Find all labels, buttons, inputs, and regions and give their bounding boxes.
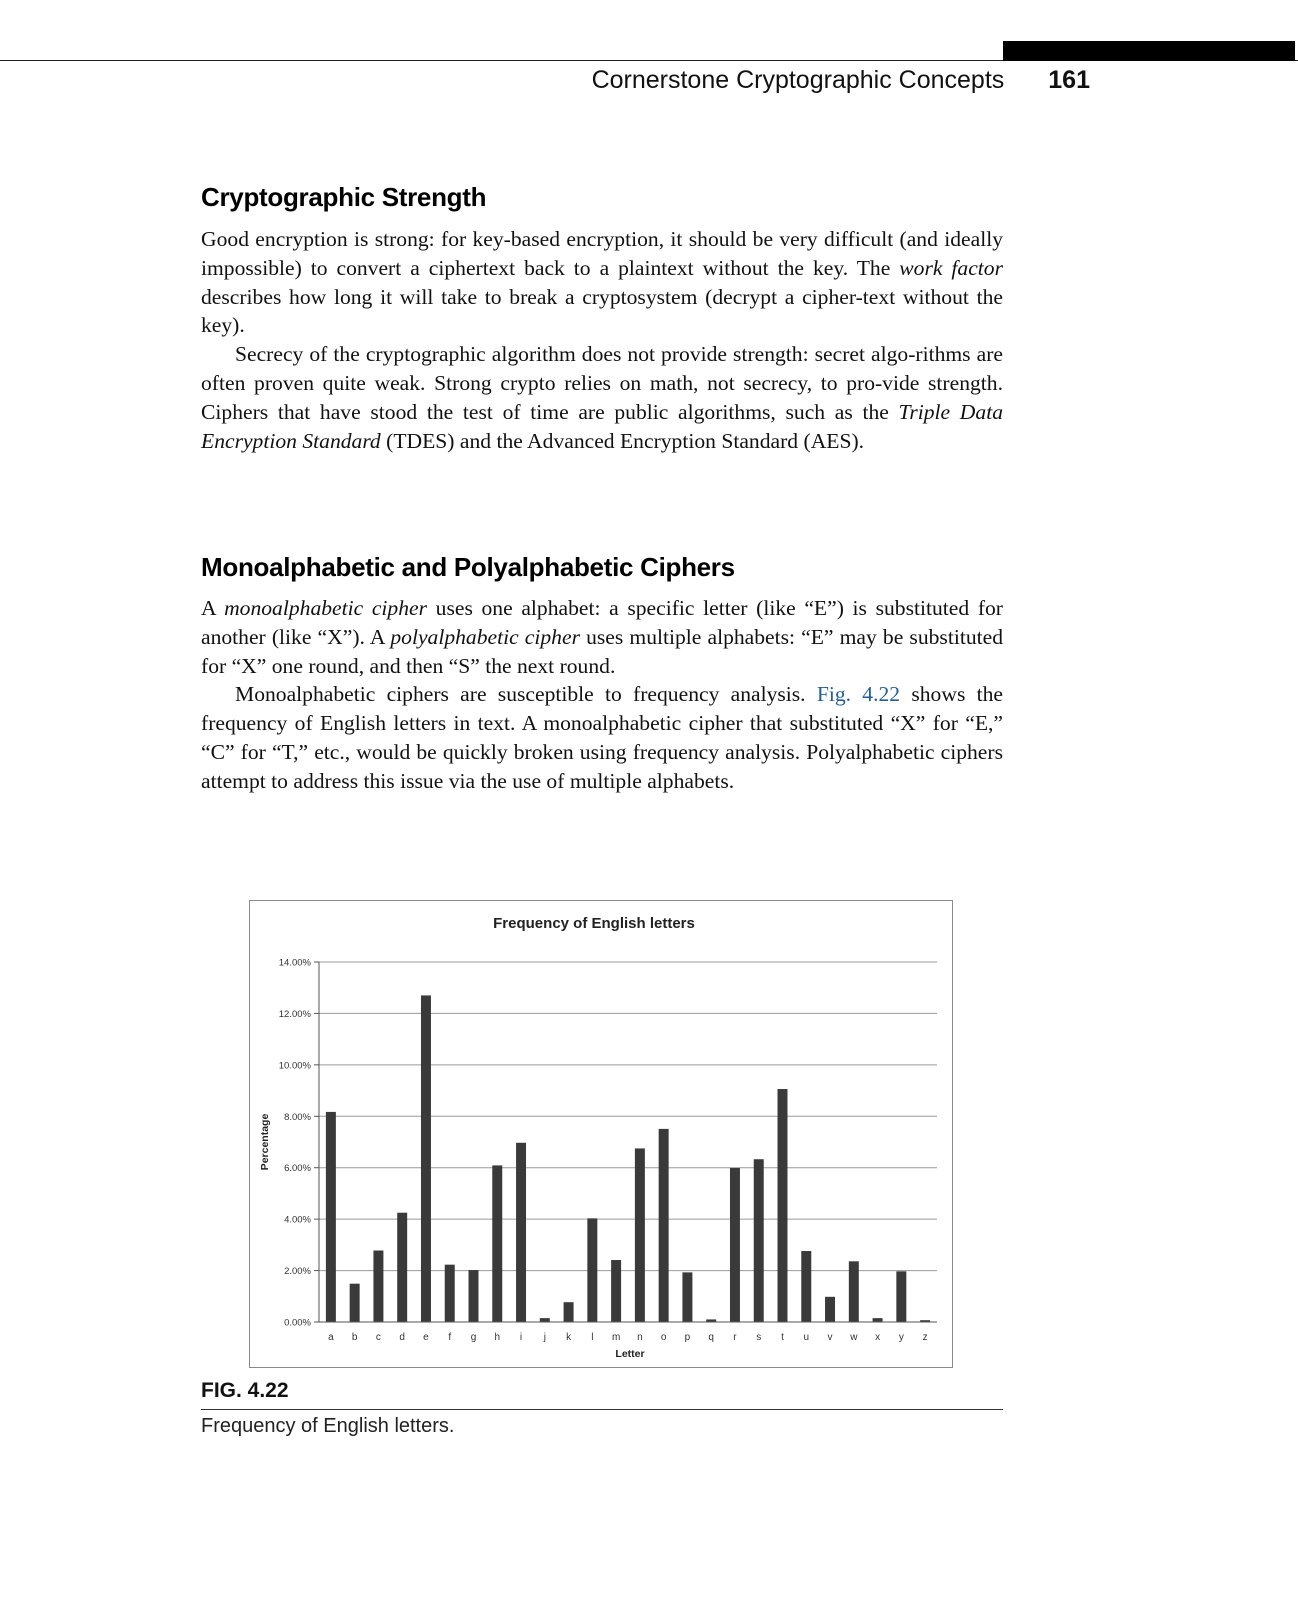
bar-r: [730, 1168, 740, 1322]
bar-p: [682, 1272, 692, 1322]
x-tick-label: v: [827, 1332, 833, 1343]
bar-w: [849, 1261, 859, 1322]
x-tick-label: d: [399, 1332, 405, 1343]
paragraph: [201, 225, 1003, 340]
text-run: (TDES) and the Advanced Encryption Standard (AES).: [380, 428, 865, 453]
bar-g: [469, 1270, 479, 1322]
x-tick-label: u: [803, 1332, 810, 1343]
y-tick-label: 14.00%: [278, 957, 311, 969]
bar-h: [492, 1165, 502, 1322]
header-thumb-block: [1003, 41, 1295, 61]
figure-caption-rule: [201, 1409, 1003, 1410]
gridlines: [314, 962, 937, 1322]
x-tick-label: s: [756, 1332, 762, 1343]
bar-x: [873, 1318, 883, 1322]
x-tick-label: f: [448, 1332, 452, 1343]
running-head: [560, 66, 1090, 106]
bar-f: [445, 1265, 455, 1322]
x-tick-label: h: [494, 1332, 501, 1343]
figure-frame: [249, 900, 953, 1368]
running-head-title: Cornerstone Cryptographic Concepts: [591, 66, 1005, 94]
italic-term: polyalphabetic cipher: [390, 624, 580, 649]
bar-y: [896, 1271, 906, 1322]
x-tick-label: i: [519, 1332, 523, 1343]
x-tick-label: l: [591, 1332, 594, 1343]
x-tick-label: w: [850, 1332, 858, 1343]
bar-e: [421, 995, 431, 1322]
text-run: describes how long it will take to break a cryptosystem (decrypt a cipher-text without the key).: [201, 284, 1003, 338]
x-tick-label: j: [543, 1332, 546, 1343]
text-run: A: [201, 596, 225, 620]
bar-s: [754, 1159, 764, 1322]
bar-n: [635, 1148, 645, 1322]
y-tick-label: 8.00%: [284, 1111, 311, 1123]
italic-term: work factor: [899, 255, 1003, 280]
bar-v: [825, 1297, 835, 1322]
x-tick-label: r: [733, 1332, 737, 1343]
bar-d: [397, 1213, 407, 1322]
x-tick-label: e: [423, 1332, 429, 1343]
y-tick-label: 10.00%: [278, 1060, 311, 1072]
text-run: Good encryption is strong: for key-based encryption, it should be very difficult (and ideally impossible) to convert a ciphertext back to a plaintext without the key. The: [201, 227, 1003, 280]
paragraph: [201, 680, 1003, 795]
bar-m: [611, 1260, 621, 1322]
y-axis-label: Percentage: [259, 1113, 271, 1171]
text-run: Secrecy of the cryptographic algorithm does not provide strength: secret algo-rithms are often proven quite weak. Strong crypto relies on math, not secrecy, to pro-vide strength. Ciphers that have stood the test of time are public algorithms, such as the: [201, 342, 1003, 424]
bar-a: [326, 1112, 336, 1322]
x-tick-label: a: [328, 1332, 334, 1343]
x-tick-label: n: [637, 1332, 643, 1343]
x-tick-label: m: [611, 1332, 621, 1343]
bar-l: [587, 1218, 597, 1322]
bars: [326, 995, 930, 1322]
x-tick-label: y: [898, 1332, 904, 1343]
bar-j: [540, 1318, 550, 1322]
x-tick-label: g: [470, 1332, 477, 1343]
figure-label: FIG. 4.22: [201, 1379, 289, 1402]
italic-term: monoalphabetic cipher: [224, 596, 428, 620]
chart-title: Frequency of English letters: [493, 915, 695, 932]
paragraph: [201, 340, 1003, 455]
x-tick-label: c: [375, 1332, 381, 1343]
text-run: Monoalphabetic ciphers are susceptible to frequency analysis.: [235, 682, 817, 707]
x-tick-labels: [328, 1332, 928, 1343]
x-tick-label: o: [660, 1332, 667, 1343]
figure-link[interactable]: Fig. 4.22: [816, 682, 901, 707]
x-tick-label: x: [875, 1332, 881, 1343]
bar-i: [516, 1143, 526, 1322]
y-tick-label: 4.00%: [284, 1214, 311, 1226]
paragraph: [201, 594, 1003, 680]
y-tick-labels: [279, 958, 312, 1329]
bar-t: [778, 1089, 788, 1322]
bar-b: [350, 1284, 360, 1322]
y-tick-label: 2.00%: [284, 1266, 311, 1278]
bar-o: [659, 1129, 669, 1322]
section-body-ciphers: [201, 594, 1003, 796]
section-heading-strength: Cryptographic Strength: [201, 182, 487, 212]
x-tick-label: q: [708, 1332, 714, 1343]
x-tick-label: k: [566, 1332, 572, 1343]
text-run: shows the frequency of English letters in text. A monoalphabetic cipher that substituted “X” for “E,” “C” for “T,” etc., would be quickly broken using frequency analysis. Polyalphabetic ciphers attempt to address this issue via the use of multiple alphabets.: [201, 682, 1003, 793]
y-tick-label: 0.00%: [284, 1317, 311, 1329]
x-tick-label: z: [922, 1332, 928, 1343]
bar-u: [801, 1251, 811, 1322]
bar-k: [564, 1302, 574, 1322]
bar-chart: [250, 901, 952, 1367]
x-axis-label: Letter: [615, 1348, 645, 1360]
figure-caption: Frequency of English letters.: [201, 1415, 455, 1437]
y-tick-label: 6.00%: [284, 1163, 311, 1175]
section-heading-ciphers: Monoalphabetic and Polyalphabetic Ciphers: [201, 552, 735, 582]
text-run: uses multiple alphabets: “E” may be substituted for “X” one round, and then “S” the next round.: [201, 624, 1003, 678]
page-number: 161: [1048, 66, 1090, 94]
bar-c: [373, 1251, 383, 1322]
x-tick-label: b: [351, 1332, 358, 1343]
section-body-strength: [201, 225, 1003, 455]
x-tick-label: p: [684, 1332, 691, 1343]
text-run: uses one alphabet: a specific letter (like “E”) is substituted for another (like “X”). A: [201, 596, 1003, 649]
x-tick-label: t: [781, 1332, 784, 1343]
y-tick-label: 12.00%: [278, 1008, 311, 1020]
italic-term: Triple Data Encryption Standard: [201, 399, 1003, 453]
